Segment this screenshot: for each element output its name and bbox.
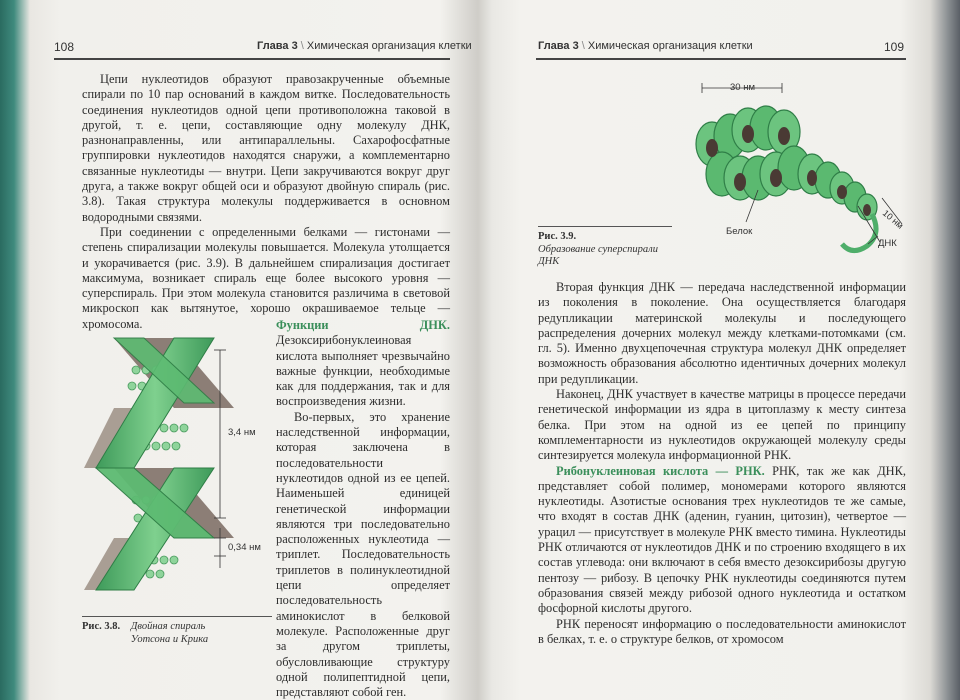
left-running-head: Глава 3 \ Химическая организация клетки	[257, 40, 472, 52]
paragraph: РНК переносят информацию о последовательности аминокислот в белках, т. е. о структуре белков, от хромосом	[538, 616, 906, 646]
chapter-label: Глава 3	[538, 40, 579, 52]
right-main-text	[538, 280, 906, 647]
figure-caption-3-9	[538, 231, 658, 269]
paragraph: Цепи нуклеотидов образуют правозакрученные объемные спирали по 10 пар оснований в каждом витке. Последовательность соединения нуклеотидов одной цепи противоположна таковой в другой, т. е. цепи, составляющие одну молекулу ДНК, разнонаправленны, или антипараллельны. Сахарофосфатные группировки нуклеотидов находятся снаружи, а комплементарно связанные нуклеотиды — внутри. Цепи закручиваются вокруг друг друга, а также вокруг общей оси и образуют двойную спираль (рис. 3.8). Такая структура молекулы поддерживается в основном водородными связями.	[82, 72, 450, 224]
chapter-title: Химическая организация клетки	[306, 40, 472, 52]
paragraph: Наконец, ДНК участвует в качестве матрицы в процессе передачи генетической информации из ядра в цитоплазму к месту синтеза белка. При этом на одной из ее цепей по принципу комплементарности из нуклеотидов окружающей молекулу среды синтезируется молекула информационной РНК.	[538, 387, 906, 463]
double-helix-figure	[74, 328, 274, 610]
rna-text: РНК, так же как ДНК, представляет собой полимер, мономерами которого являются нуклеотиды. Азотистые основания трех нуклеотидов те же самые, что входят в состав ДНК (аденин, гуанин, цитозин), четвертое — урацил — присутствует в молекуле РНК вместо тимина. Нуклеотиды РНК отличаются от нуклеотидов ДНК и по строению входящего в их состав углевода: они включают в себя вместо дезоксирибозы другую пентозу — рибозу. В цепочку РНК нуклеотиды соединяются путем образования связей между рибозой одного нуклеотида и остатком фосфорной кислоты другого.	[538, 463, 906, 616]
function-column	[276, 318, 450, 700]
header-rule	[54, 58, 450, 60]
left-page	[30, 0, 480, 700]
figure-label: Рис. 3.8.	[82, 621, 121, 632]
left-page-number: 108	[54, 40, 75, 54]
label-protein: Белок	[726, 226, 753, 237]
supercoil-figure	[682, 74, 912, 260]
dimension-0-34nm: 0,34 нм	[228, 542, 261, 553]
right-page	[492, 0, 932, 700]
rna-heading: Рибонуклеиновая кислота — РНК.	[556, 463, 765, 478]
figure-caption-text: Образование суперспирали ДНК	[538, 243, 658, 267]
paragraph: Во-первых, это хранение наследственной информации, которая заключена в последовательности нуклеотидов одной из ее цепей. Наименьшей единицей генетической информации являются три последовательно расположенных нуклеотида — триплет. Последовательность триплетов в полинуклеотидной цепи определяет последовательность аминокислот в белковой молекуле. Расположенные друг за другом триплеты, обусловливающие структуру одной полипептидной цепи, представляют собой ген.	[276, 409, 450, 700]
figure-label: Рис. 3.9.	[538, 231, 577, 242]
right-running-head: Глава 3 \ Химическая организация клетки	[538, 40, 753, 52]
left-main-text	[82, 72, 450, 332]
paragraph: Вторая функция ДНК — передача наследственной информации из поколения в поколение. Она осуществляется благодаря редупликации материнской молекулы и последующего распределения дочерних молекул между клетками-потомками (см. гл. 5). Именно двухцепочечная структура молекул ДНК определяет возможность образования абсолютно идентичных дочерних молекул при редупликации.	[538, 280, 906, 386]
figure-caption-3-8	[82, 621, 272, 646]
right-page-number: 109	[884, 40, 905, 54]
dimension-30nm: 30 нм	[730, 82, 755, 93]
dimension-10nm: 10 нм	[880, 207, 906, 231]
chapter-title: Химическая организация клетки	[587, 40, 753, 52]
figure-caption-text: Двойная спираль Уотсона и Крика	[130, 621, 209, 645]
label-dna: ДНК	[878, 238, 897, 249]
function-text: Дезоксирибонуклеиновая кислота выполняет чрезвычайно важные функции, необходимые как для поддержания, так и для воспроизведения жизни.	[276, 333, 450, 409]
paragraph: При соединении с определенными белками — гистонами — степень спирализации молекулы повышается. Молекула утолщается и укорачивается (рис. 3.9). В дальнейшем спирализация достигает максимума, возникает спираль еще более высокого уровня — суперспираль. При этом молекула становится различима в световой микроскоп как вытянутое, хорошо окрашиваемое тельце — хромосома.	[82, 224, 450, 331]
caption-rule	[82, 616, 272, 617]
caption-rule	[538, 226, 672, 227]
dimension-3-4nm: 3,4 нм	[228, 427, 256, 438]
function-heading: Функции ДНК.	[276, 318, 450, 332]
chapter-label: Глава 3	[257, 40, 298, 52]
header-rule	[536, 58, 906, 60]
